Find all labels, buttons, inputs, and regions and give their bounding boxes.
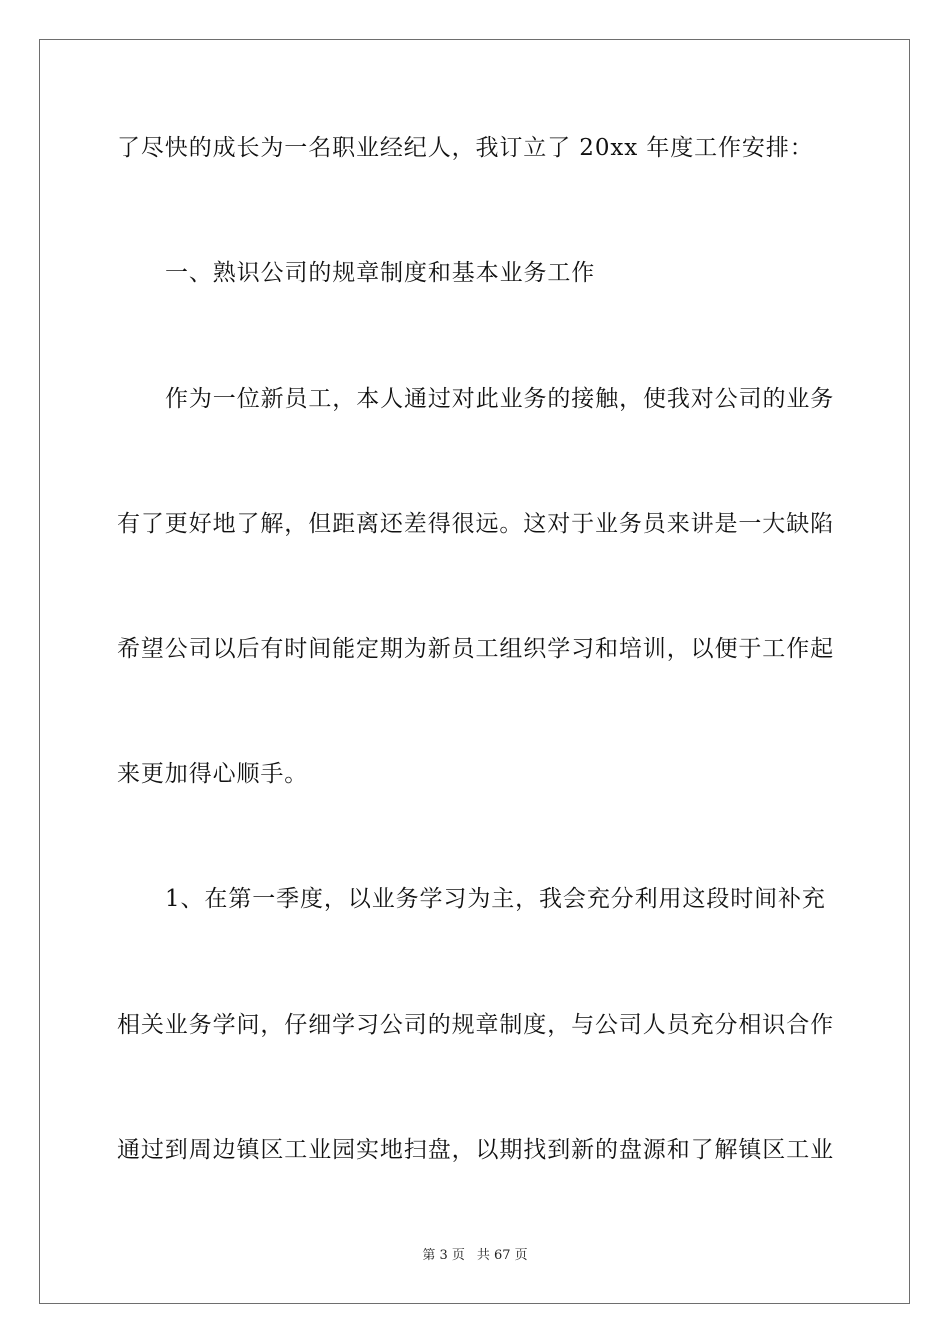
text-line: 通过到周边镇区工业园实地扫盘，以期找到新的盘源和了解镇区工业 xyxy=(117,1137,834,1163)
text-line: 作为一位新员工，本人通过对此业务的接触，使我对公司的业务 xyxy=(165,386,835,412)
text-line: 希望公司以后有时间能定期为新员工组织学习和培训，以便于工作起 xyxy=(117,636,834,662)
text-line: 来更加得心顺手。 xyxy=(117,761,309,787)
page-footer xyxy=(0,1247,950,1265)
page-number: 第 3 页 xyxy=(422,1248,465,1263)
section-heading: 一、熟识公司的规章制度和基本业务工作 xyxy=(165,260,596,286)
text-line: 有了更好地了解，但距离还差得很远。这对于业务员来讲是一大缺陷 xyxy=(117,511,834,537)
text-line: 相关业务学问，仔细学习公司的规章制度，与公司人员充分相识合作 xyxy=(117,1012,834,1038)
page-border xyxy=(39,39,910,1304)
text-line: 了尽快的成长为一名职业经纪人，我订立了 20xx 年度工作安排： xyxy=(117,135,814,161)
page-total: 共 67 页 xyxy=(476,1248,528,1263)
text-line: 1、在第一季度，以业务学习为主，我会充分利用这段时间补充 xyxy=(165,886,826,912)
